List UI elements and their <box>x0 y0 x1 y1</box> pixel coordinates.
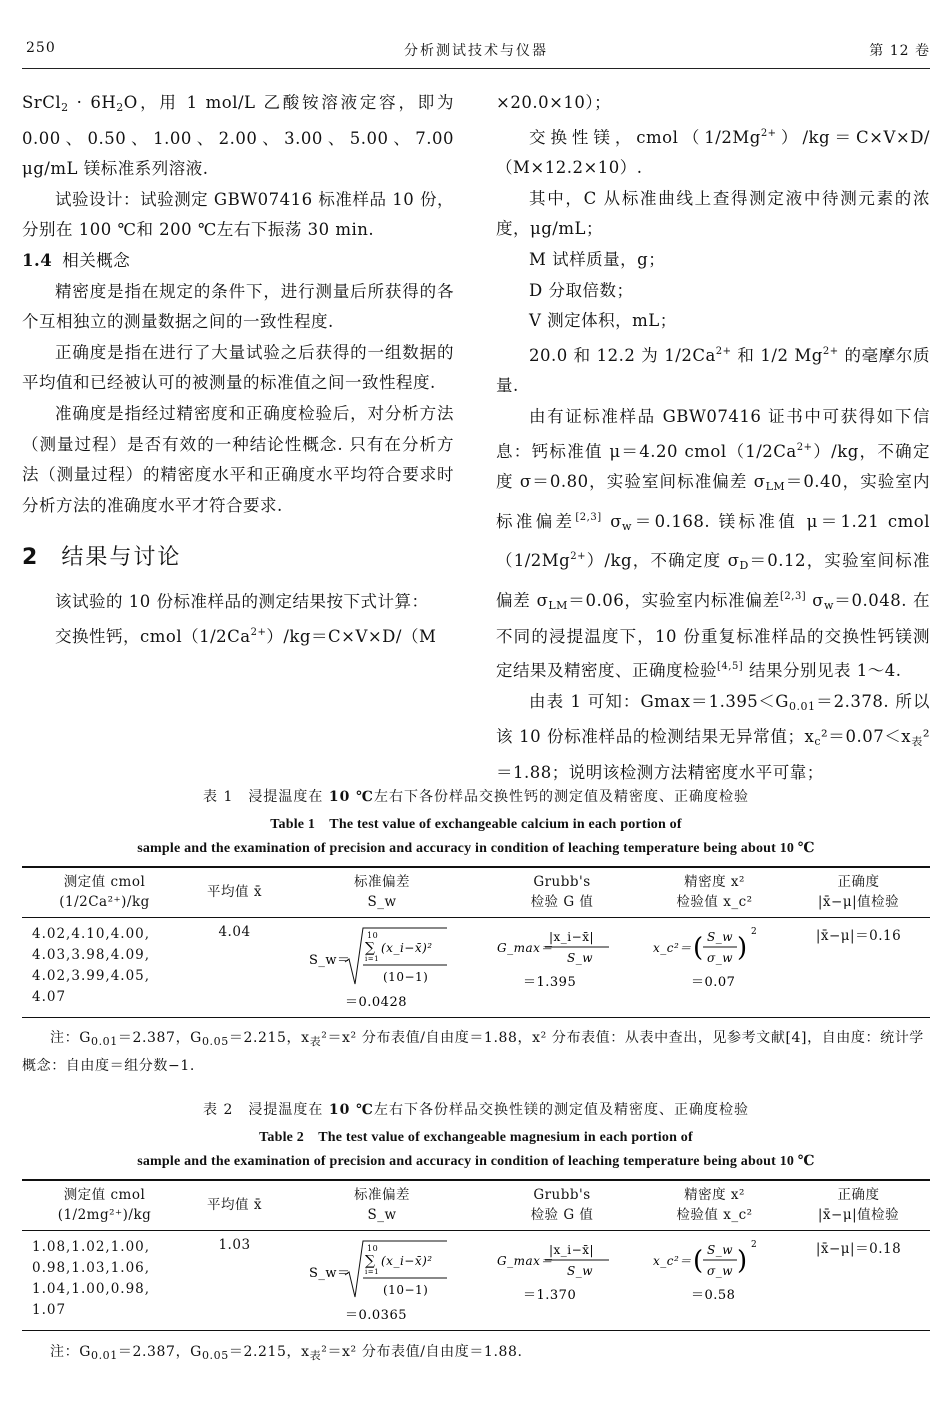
svg-text:2: 2 <box>751 927 758 937</box>
left-column <box>22 88 454 653</box>
table1-precision-formula <box>647 924 782 994</box>
volume-label: 第 12 卷 <box>869 43 930 59</box>
table2-mean-value: 1.03 <box>187 1231 282 1331</box>
svg-text:S_w＝: S_w＝ <box>309 953 351 968</box>
paragraph-calc-intro: 该试验的 10 份标准样品的测定结果按下式计算： <box>55 592 429 612</box>
svg-text:|x_i−x̄|: |x_i−x̄| <box>549 930 595 944</box>
table1-caption-en-line2: sample and the examination of precision and accuracy in condition of leaching temperature being about 10 ℃ <box>137 841 815 856</box>
table2-col-precision: 精密度 x² 检验值 x_c² <box>642 1180 787 1231</box>
paragraph-accuracy: 准确度是指经过精密度和正确度检验后，对分析方法（测量过程）是否有效的一种结论性概念. 只有在分析方法（测量过程）的精密度水平和正确度水平均符合要求时分析方法的准确度水平才符合要求. <box>22 403 454 515</box>
table1-caption-cn: 表 1 浸提温度在 10 ℃左右下各份样品交换性钙的测定值及精密度、正确度检验 <box>203 789 749 805</box>
svg-text:G_max＝: G_max＝ <box>497 1254 553 1268</box>
definition-c: 其中，C 从标准曲线上查得测定液中待测元素的浓度，μg/mL； <box>496 188 930 239</box>
table2-data-row <box>22 1231 930 1331</box>
table1-col-grubbs: Grubb's 检验 G 值 <box>482 867 642 918</box>
svg-text:(10−1): (10−1) <box>383 1283 429 1297</box>
table2-sd-cell <box>282 1231 482 1331</box>
svg-text:S_w: S_w <box>707 1243 733 1257</box>
running-header <box>22 40 930 62</box>
table2-col-accuracy: 正确度 |x̄−μ|值检验 <box>787 1180 930 1231</box>
table1-caption-en-line1: Table 1 The test value of exchangeable calcium in each portion of <box>270 817 682 832</box>
svg-text:σ_w: σ_w <box>707 951 733 965</box>
table1-grubbs-cell <box>482 918 642 1018</box>
table1-col-measured: 测定值 cmol (1/2Ca²⁺)/kg <box>22 867 187 918</box>
definition-d: D 分取倍数； <box>529 280 634 300</box>
svg-text:G_max＝: G_max＝ <box>497 941 553 955</box>
table2-caption-en-line1: Table 2 The test value of exchangeable magnesium in each portion of <box>259 1130 693 1145</box>
svg-text:|x_i−x̄|: |x_i−x̄| <box>549 1243 595 1257</box>
table2-grubbs-cell <box>482 1231 642 1331</box>
table1-precision-cell <box>642 918 787 1018</box>
paragraph-srcl2: SrCl$_2$ · $6H_2O$，用 1 mol/L 乙酸铵溶液定容，即为 0.00、0.50、1.00、2.00、3.00、5.00、7.00 μg/mL 镁标准系列溶液. <box>22 93 454 179</box>
table1-measured-values: 4.02,4.10,4.00, 4.03,3.98,4.09, 4.02,3.99,4.05, 4.07 <box>22 918 187 1018</box>
table1-sd-cell <box>282 918 482 1018</box>
paragraph-trueness: 正确度是指在进行了大量试验之后获得的一组数据的平均值和已经被认可的被测量的标准值之间一致性程度. <box>22 342 454 393</box>
svg-text:): ) <box>737 933 748 963</box>
paragraph-certificate: 由有证标准样品 GBW07416 证书中可获得如下信息：钙标准值 μ＝4.20 $cmol(1/2Ca^{2+})/kg$，不确定度 σ＝0.80，实验室间标准偏差 $\sigma_{LM}=0.40$，实验室内标准偏差[2,3] $\sigma_w=0.168$. 镁标准值 μ＝1.21 $cmol(1/2Mg^{2+})/kg$，不确定度 $\sigma_D=0.12$，实验室间标准偏差 $\sigma_{LM}=0.06$，实验室内标准偏差[2,3] $\sigma_w=0.048$. 在不同的浸提温度下，10 份重复标准样品的交换性钙镁测定结果及精密度、正确度检验[4,5] 结果分别见表 1～4. <box>496 406 930 681</box>
formula-calcium: 交换性钙，$cmol(1/2Ca^{2+})/kg=C\times V\times D/(M$ <box>55 626 437 646</box>
table1-col-accuracy: 正确度 |x̄−μ|值检验 <box>787 867 930 918</box>
table1-sd-formula <box>287 924 477 1012</box>
table1-mean-value: 4.04 <box>187 918 282 1018</box>
svg-text:10: 10 <box>367 931 379 940</box>
svg-text:＝0.0428: ＝0.0428 <box>345 995 407 1010</box>
table2-grubbs-formula <box>487 1237 637 1307</box>
table2-caption-en-line2: sample and the examination of precision and accuracy in condition of leaching temperature being about 10 ℃ <box>137 1154 815 1169</box>
table1-data-row <box>22 918 930 1018</box>
svg-text:i=1: i=1 <box>365 955 380 963</box>
table1-col-sd: 标准偏差 S_w <box>282 867 482 918</box>
table1-accuracy-value: |x̄−μ|＝0.16 <box>787 918 930 1018</box>
svg-text:＝0.58: ＝0.58 <box>691 1288 736 1303</box>
table2-caption-cn: 表 2 浸提温度在 10 ℃左右下各份样品交换性镁的测定值及精密度、正确度检验 <box>203 1102 749 1118</box>
svg-text:x_c²＝: x_c²＝ <box>653 1254 692 1268</box>
svg-text:∑: ∑ <box>365 1253 376 1269</box>
paragraph-table1-conclusion: 由表 1 可知：$Gmax=1.395<G_{0.01}=2.378$. 所以该 10 份标准样品的检测结果无异常值；$x_c^2=0.07<x_表^2=1.88$；说明该检测方法精密度水平可靠； <box>496 691 930 782</box>
svg-text:(x_i−x̄)²: (x_i−x̄)² <box>381 1254 433 1268</box>
definition-molar-mass: 20.0 和 12.2 为 $1/2Ca^{2+}$ 和 1/2 $Mg^{2+}$ 的毫摩尔质量. <box>496 345 930 396</box>
header-rule <box>22 68 930 69</box>
svg-text:10: 10 <box>367 1244 379 1253</box>
table2-note: 注：$G_{0.01}=2.387$，$G_{0.05}=2.215$，$x_表^2=x^2$ 分布表值/自由度＝1.88. <box>50 1344 523 1362</box>
page-number: 250 <box>26 40 56 56</box>
table2-col-grubbs: Grubb's 检验 G 值 <box>482 1180 642 1231</box>
svg-text:S_w: S_w <box>567 951 593 965</box>
table1-header-row <box>22 867 930 918</box>
formula-magnesium: 交换性镁，$cmol(1/2Mg^{2+})/kg=C\times V\times D/(M\times 12.2\times 10)$. <box>496 127 930 178</box>
table1-col-precision: 精密度 x² 检验值 x_c² <box>642 867 787 918</box>
table2-sd-formula <box>287 1237 477 1325</box>
svg-text:＝0.07: ＝0.07 <box>691 975 736 990</box>
table1-col-mean: 平均值 x̄ <box>187 867 282 918</box>
table2-header-row <box>22 1180 930 1231</box>
table2-measured-values: 1.08,1.02,1.00, 0.98,1.03,1.06, 1.04,1.00,0.98, 1.07 <box>22 1231 187 1331</box>
table2-col-mean: 平均值 x̄ <box>187 1180 282 1231</box>
table2-col-sd: 标准偏差 S_w <box>282 1180 482 1231</box>
journal-title: 分析测试技术与仪器 <box>404 43 548 59</box>
paragraph-design: 试验设计：试验测定 GBW07416 标准样品 10 份，分别在 100 ℃和 200 ℃左右下振荡 30 min. <box>22 189 454 240</box>
svg-text:S_w: S_w <box>567 1264 593 1278</box>
table2-col-measured: 测定值 cmol (1/2mg²⁺)/kg <box>22 1180 187 1231</box>
svg-text:): ) <box>737 1246 748 1276</box>
svg-text:∑: ∑ <box>365 940 376 956</box>
svg-text:(: ( <box>693 933 704 963</box>
svg-text:x_c²＝: x_c²＝ <box>653 941 692 955</box>
table2 <box>22 1179 930 1331</box>
table2-precision-formula <box>647 1237 782 1307</box>
table1-grubbs-formula <box>487 924 637 994</box>
subsection-heading: 1.4 相关概念 <box>22 250 131 270</box>
svg-text:(: ( <box>693 1246 704 1276</box>
section-heading: 2 结果与讨论 <box>22 545 182 571</box>
svg-text:σ_w: σ_w <box>707 1264 733 1278</box>
svg-text:＝1.395: ＝1.395 <box>523 975 577 990</box>
svg-text:(10−1): (10−1) <box>383 970 429 984</box>
table1-note: 注：$G_{0.01}=2.387$，$G_{0.05}=2.215$，$x_表^2=x^2$ 分布表值/自由度＝1.88，x² 分布表值：从表中查出，见参考文献[4]，自由度：统计学概念：自由度＝组分数−1. <box>22 1030 924 1074</box>
svg-text:2: 2 <box>751 1240 758 1250</box>
svg-text:＝0.0365: ＝0.0365 <box>345 1308 407 1323</box>
svg-text:i=1: i=1 <box>365 1268 380 1276</box>
formula-calcium-cont: ×20.0×10）； <box>496 93 612 112</box>
paragraph-precision: 精密度是指在规定的条件下，进行测量后所获得的各个互相独立的测量数据之间的一致性程度. <box>22 281 454 332</box>
right-column <box>496 88 930 788</box>
definition-v: V 测定体积，mL； <box>529 311 677 331</box>
definition-m: M 试样质量，g； <box>529 249 666 269</box>
svg-text:S_w＝: S_w＝ <box>309 1266 351 1281</box>
svg-text:＝1.370: ＝1.370 <box>523 1288 577 1303</box>
svg-text:(x_i−x̄)²: (x_i−x̄)² <box>381 941 433 955</box>
svg-text:S_w: S_w <box>707 930 733 944</box>
table2-accuracy-value: |x̄−μ|＝0.18 <box>787 1231 930 1331</box>
table1 <box>22 866 930 1018</box>
table2-precision-cell <box>642 1231 787 1331</box>
